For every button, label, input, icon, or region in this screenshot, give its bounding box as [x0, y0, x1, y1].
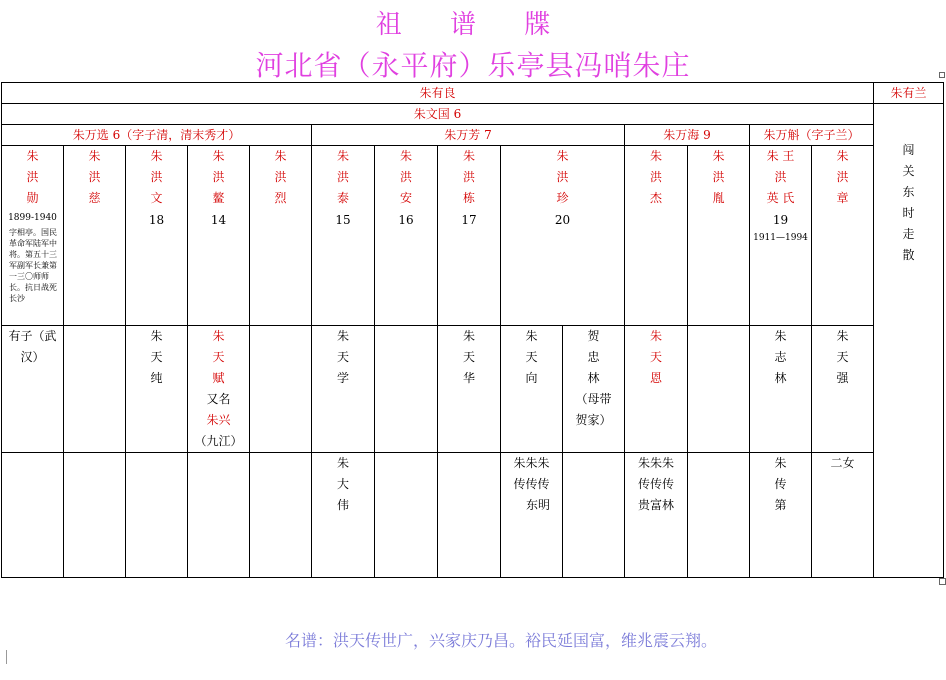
name-row: 传传传 [637, 477, 674, 492]
gen4-person-13 [812, 146, 874, 326]
gen2-main-label: 朱文国 6 [413, 107, 462, 122]
name-char: 英 氏 [766, 191, 795, 206]
name-char: 朱 [462, 328, 475, 343]
name-char: 志 [774, 349, 787, 364]
descendant-note: 二女 [830, 456, 855, 471]
name-char: 朱 [836, 328, 849, 343]
gen5-cell-11 [688, 325, 750, 453]
gen5-cell-5 [250, 325, 312, 453]
gen6-cell-1 [2, 453, 64, 578]
name-row: 朱朱朱 [513, 456, 550, 471]
name-char: 朱 [336, 328, 349, 343]
person-number: 14 [210, 213, 227, 228]
name-char: 章 [836, 191, 849, 206]
gen4-person-3 [126, 146, 188, 326]
gen6-cell-10 [625, 453, 688, 578]
name-char: 朱 [462, 149, 475, 164]
gen6-cell-4 [188, 453, 250, 578]
gen6-cell-8 [438, 453, 501, 578]
gen6-cell-9a [501, 453, 563, 578]
gen5-cell-9b [563, 325, 625, 453]
genealogy-table [1, 82, 944, 578]
gen6-cell-7 [375, 453, 438, 578]
name-char: 向 [525, 370, 538, 385]
page-subtitle: 河北省（永平府）乐亭县冯哨朱庄 [255, 49, 691, 82]
life-dates: 1911—1994 [753, 233, 808, 244]
gen5-cell-7 [375, 325, 438, 453]
gen4-person-12 [750, 146, 812, 326]
gen4-person-7 [375, 146, 438, 326]
name-char: 朱 [525, 328, 538, 343]
name-char: 朱 [399, 149, 412, 164]
gen2-main [2, 104, 874, 125]
name-char: 天 [525, 349, 538, 364]
note-char: 闯 [902, 143, 915, 158]
gen5-cell-4 [188, 325, 250, 453]
name-char: 洪 [150, 170, 163, 185]
name-char: 天 [836, 349, 849, 364]
note-char: 东 [902, 185, 915, 200]
name-char: 朱 [774, 328, 787, 343]
name-char: 朱 [212, 328, 225, 343]
name-char: 学 [336, 370, 349, 385]
gen4-person-11 [688, 146, 750, 326]
name-char: 洪 [26, 170, 39, 185]
name-char: 伟 [336, 498, 349, 513]
gen4-person-6 [312, 146, 375, 326]
name-row: 朱朱朱 [637, 456, 674, 471]
name-char: 泰 [336, 191, 349, 206]
name-char: 朱 [212, 149, 225, 164]
person-number: 18 [148, 213, 165, 228]
name-char: 强 [836, 370, 849, 385]
gen2-side-note [874, 104, 944, 578]
alias-label: 又名 [206, 391, 231, 406]
gen5-cell-1 [2, 325, 64, 453]
generation-row-2 [2, 104, 944, 125]
person-number: 19 [772, 213, 789, 228]
adoption-note: 贺家） [575, 412, 612, 427]
gen5-cell-2 [64, 325, 126, 453]
name-char: 洪 [399, 170, 412, 185]
name-char: 洪 [774, 170, 787, 185]
name-char: 洪 [649, 170, 662, 185]
generation-row-5 [2, 325, 944, 453]
gen6-cell-6 [312, 453, 375, 578]
name-char: 洪 [712, 170, 725, 185]
name-char: 朱 [556, 149, 569, 164]
generation-row-3 [2, 125, 944, 146]
name-char: 洪 [274, 170, 287, 185]
name-char: 珍 [556, 191, 569, 206]
name-char: 天 [150, 349, 163, 364]
name-char: 勋 [26, 191, 39, 206]
name-char: 洪 [462, 170, 475, 185]
descendant-note: 有子（武汉） [8, 328, 57, 364]
gen6-cell-11 [688, 453, 750, 578]
gen4-person-9 [501, 146, 625, 326]
name-char: 林 [774, 370, 787, 385]
adoption-note: （母带 [575, 391, 612, 406]
name-row: 传传传 [513, 477, 550, 492]
name-char: 栋 [462, 191, 475, 206]
name-char: 忠 [587, 349, 600, 364]
name-char: 纯 [150, 370, 163, 385]
note-char: 时 [902, 206, 915, 221]
gen5-cell-8 [438, 325, 501, 453]
note-char: 走 [902, 227, 915, 242]
name-char: 朱 [274, 149, 287, 164]
name-char: 朱 [336, 149, 349, 164]
gen5-cell-3 [126, 325, 188, 453]
alias-name: 朱兴 [206, 412, 231, 427]
page-title: 祖 谱 牒 [375, 10, 571, 40]
gen6-cell-2 [64, 453, 126, 578]
gen5-cell-10 [625, 325, 688, 453]
note-char: 散 [902, 248, 915, 263]
name-char: 朱 [836, 149, 849, 164]
generation-poem: 名谱：洪天传世广，兴家庆乃昌。裕民延国富，维兆震云翔。 [285, 631, 718, 650]
gen4-person-4 [188, 146, 250, 326]
gen6-cell-9b [563, 453, 625, 578]
generation-row-4 [2, 146, 944, 326]
name-char: 天 [462, 349, 475, 364]
person-number: 17 [461, 213, 477, 228]
name-char: 杰 [649, 191, 662, 206]
name-char: 大 [336, 477, 349, 492]
name-char: 天 [212, 349, 225, 364]
biography: 字相亭。国民革命军陆军中将。第五十三军副军长兼第一三〇师师长。抗日战死长沙 [9, 228, 57, 304]
name-char: 天 [336, 349, 349, 364]
generation-row-1 [2, 83, 944, 104]
gen1-side: 朱有兰 [874, 83, 944, 104]
name-char: 赋 [212, 370, 225, 385]
gen3-branch-2: 朱万芳 7 [312, 125, 625, 146]
gen4-person-5 [250, 146, 312, 326]
name-char: 朱 [336, 456, 349, 471]
name-char: 传 [774, 477, 787, 492]
gen5-cell-12 [750, 325, 812, 453]
text-cursor [6, 650, 7, 664]
name-char: 洪 [88, 170, 101, 185]
name-char: 朱 [150, 328, 163, 343]
name-char: 洪 [336, 170, 349, 185]
person-number: 15 [335, 213, 351, 228]
table-resize-handle[interactable] [939, 578, 946, 585]
gen3-branch-3: 朱万海 9 [625, 125, 750, 146]
name-row: 贵富林 [637, 498, 674, 513]
name-char: 朱 [26, 149, 39, 164]
gen5-cell-13 [812, 325, 874, 453]
gen6-cell-12 [750, 453, 812, 578]
name-char: 华 [462, 370, 475, 385]
name-char: 朱 [150, 149, 163, 164]
name-row: 东明 [525, 498, 550, 513]
gen3-branch-1: 朱万选 6（字子清，清末秀才） [2, 125, 312, 146]
name-char: 第 [774, 498, 787, 513]
gen6-cell-3 [126, 453, 188, 578]
name-char: 烈 [274, 191, 287, 206]
note-char: 关 [902, 164, 915, 179]
person-number: 16 [398, 213, 414, 228]
gen4-person-8 [438, 146, 501, 326]
gen5-cell-9a [501, 325, 563, 453]
gen5-cell-6 [312, 325, 375, 453]
name-char: 贺 [587, 328, 600, 343]
gen3-branch-4: 朱万斛（字子兰） [750, 125, 874, 146]
name-char: 安 [399, 191, 412, 206]
gen4-person-10 [625, 146, 688, 326]
generation-row-6 [2, 453, 944, 578]
person-number: 20 [554, 213, 571, 228]
gen6-cell-13 [812, 453, 874, 578]
name-char: 洪 [556, 170, 569, 185]
name-char: 朱 [649, 149, 662, 164]
name-char: 朱 王 [766, 149, 795, 164]
place-note: （九江） [194, 433, 243, 448]
name-char: 朱 [649, 328, 662, 343]
name-char: 鳌 [212, 191, 225, 206]
name-char: 洪 [836, 170, 849, 185]
name-char: 洪 [212, 170, 225, 185]
name-char: 恩 [649, 370, 662, 385]
table-move-handle[interactable] [939, 72, 945, 78]
name-char: 文 [150, 191, 163, 206]
name-char: 朱 [774, 456, 787, 471]
name-char: 胤 [712, 191, 725, 206]
name-char: 林 [587, 370, 600, 385]
name-char: 慈 [88, 191, 101, 206]
life-dates: 1899-1940 [8, 213, 57, 224]
name-char: 朱 [88, 149, 101, 164]
gen1-main: 朱有良 [2, 83, 874, 104]
name-char: 朱 [712, 149, 725, 164]
gen6-cell-5 [250, 453, 312, 578]
gen4-person-2 [64, 146, 126, 326]
name-char: 天 [649, 349, 662, 364]
gen4-person-1 [2, 146, 64, 326]
